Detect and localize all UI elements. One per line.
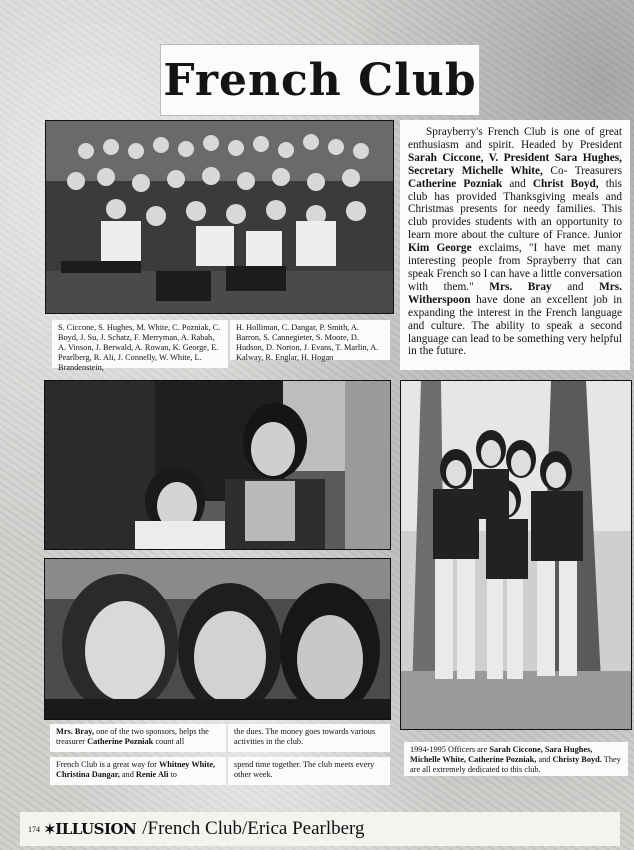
friends-text-4: spend time together. The club meets every other week. (234, 760, 375, 779)
star-icon: ✶ (44, 822, 56, 838)
story-text-4: this club has provided Thanksgiving meals and Christmas presents for needy families. This club provides students with an opportunity to learn more about the culture of France. Junior (408, 177, 623, 242)
officers-text-2: and (538, 755, 551, 764)
sponsor-photo (44, 380, 391, 550)
story-text-7: have done an excellent job in expanding the interest in the French language and culture. The ability to speak a second language can lead to be something very helpful in the future. (408, 293, 623, 358)
story-text-1: Sprayberry's French Club is one of great enthusiasm and spirit. Headed by President (408, 126, 622, 151)
yearbook-logo (44, 820, 136, 838)
story-names-5: Mrs. Bray (489, 280, 552, 293)
officers-last-name: Christy Boyd. (552, 755, 602, 764)
friends-names-1: Whitney White, Christina Dangar, (56, 760, 216, 779)
sponsor-photo-image (45, 381, 390, 549)
friends-caption-left (50, 757, 226, 785)
group-names-right: H. Holliman, C. Dangar, P. Smith, A. Barron, S. Cannegieter, S. Moore, D. Hudson, D. Norton, J. Evans, T. Marlin, A. Kalway, R. Englar, H. Hogan (236, 323, 379, 362)
page-title: French Club (163, 54, 477, 106)
group-caption-right (230, 320, 390, 360)
friends-caption-right (228, 757, 390, 785)
sponsor-caption-left (50, 724, 226, 752)
story-text-6: and (567, 280, 584, 293)
story-text-2: Co- Treasurers (550, 164, 622, 177)
story-text-5: exclaims, "I have met many interesting people from Sprayberry that can speak French so I can have a little conversation with them." (408, 242, 622, 293)
title-card (160, 44, 480, 116)
officers-text-1: 1994-1995 Officers are (410, 745, 488, 754)
friends-names-2: Renie Ali (135, 770, 169, 779)
group-photo-image (46, 121, 393, 313)
story-names-4: Kim George (408, 242, 472, 255)
sponsor-caption-right (228, 724, 390, 752)
story-text (400, 120, 630, 370)
sponsor-text-3: the dues. The money goes towards various activities in the club. (234, 727, 376, 746)
group-names-left: S. Ciccone, S. Hughes, M. White, C. Pozniak, C. Boyd, J. Su, J. Schatz, F. Merryman, A. Rabah, A. Vinson, J. Berwald, A. Rowan, K. George, E. Pearlberg, R. Ali, J. Connelly, W. White, L. Brandenstein, (58, 323, 221, 372)
sponsor-text-2: count all (155, 737, 185, 746)
officers-photo (400, 380, 632, 730)
friends-photo-image (45, 559, 390, 719)
group-caption-left (52, 320, 228, 372)
friends-photo (44, 558, 391, 720)
group-photo (45, 120, 394, 314)
sponsor-name: Mrs. Bray, (56, 727, 95, 736)
sponsor-text-1: one of the two sponsors, helps the treasurer (56, 727, 209, 746)
friends-text-3: to (170, 770, 177, 779)
treasurer-name: Catherine Pozniak (87, 737, 154, 746)
story-names-2: Catherine Pozniak (408, 177, 503, 190)
officers-names: Sarah Ciccone, Sara Hughes, Michelle White, Catherine Pozniak, (410, 745, 593, 764)
story-names-6: Mrs. Witherspoon (408, 280, 623, 306)
friends-text-1: French Club is a great way for (56, 760, 157, 769)
page-footer (20, 812, 620, 846)
footer-section-credit: /French Club/Erica Pearlberg (142, 818, 365, 839)
friends-text-2: and (121, 770, 134, 779)
story-names-3: Christ Boyd, (532, 177, 599, 190)
page-number: 174 (28, 824, 40, 834)
officers-photo-image (401, 381, 631, 729)
logo-text: ILLUSION (55, 820, 137, 838)
story-names-1: Sarah Ciccone, V. President Sara Hughes, Secretary Michelle White, (408, 151, 622, 177)
story-text-3: and (509, 177, 526, 190)
officers-text-3: They are all extremely dedicated to this club. (410, 755, 621, 774)
officers-caption (404, 742, 628, 776)
